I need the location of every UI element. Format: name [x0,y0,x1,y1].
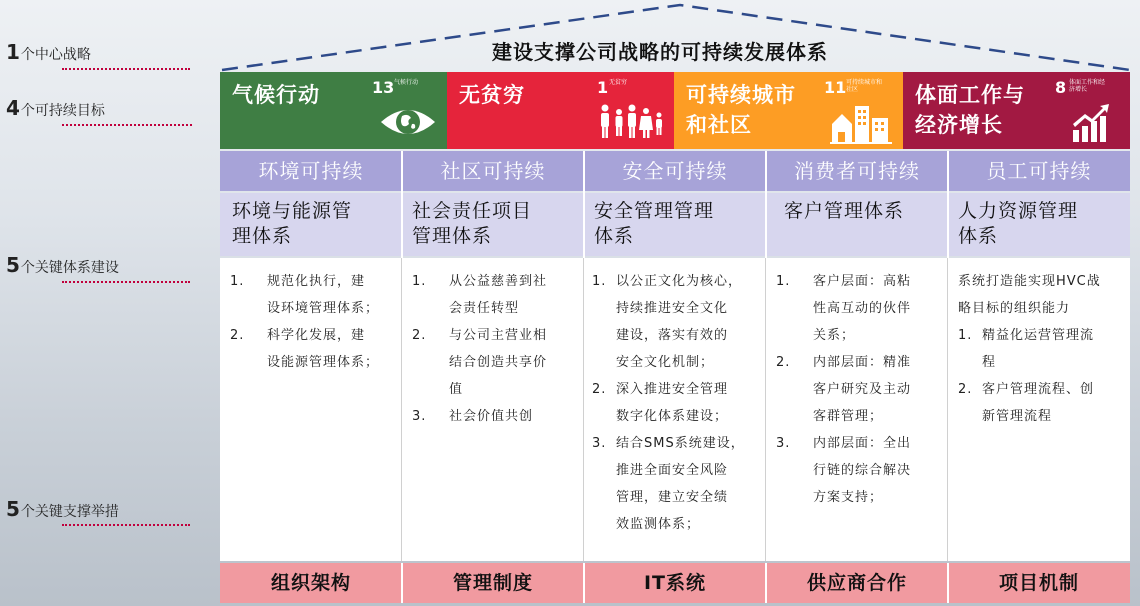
support-it-system: IT系统 [643,572,707,594]
list-item: 1. 规范化执行，建 设环境管理体系； [230,274,380,316]
system-employee: 人力资源管理 体系 [958,200,1079,247]
support-project-mechanism: 项目机制 [998,572,1079,594]
category-community: 社区可持续 [440,159,546,183]
system-row [220,193,1130,256]
list-item: 1. 从公益慈善到社 会责任转型 [412,274,548,316]
left-label-systems: 5个关键体系建设 [6,253,119,277]
list-item: 1. 客户层面：高粘 性高互动的伙伴 关系； [776,274,912,343]
dotted-divider [62,124,192,126]
system-safety: 安全管理管理 体系 [594,200,715,247]
goal-climate-action: 气候行动 13 气候行动 [220,72,447,149]
dotted-divider [62,281,190,283]
list-item: 3. 结合SMS系统建设， 推进全面安全风险 管理，建立安全绩 效监测体系； [592,436,745,532]
system-community: 社会责任项目 管理体系 [412,200,533,247]
content-safety [592,268,768,538]
list-item: 2. 科学化发展，建 设能源管理体系； [230,328,380,370]
roof-title: 建设支撑公司战略的可持续发展体系 [492,40,828,64]
dotted-divider [62,524,190,526]
list-item: 3. 社会价值共创 [412,409,534,424]
category-environment: 环境可持续 [258,159,364,183]
list-item: 2. 与公司主营业相 结合创造共享价 值 [412,328,548,397]
list-item: 2. 客户管理流程、创 新管理流程 [958,382,1095,424]
people-icon [597,102,667,142]
goal-sustainable-cities: 可持续城市 和社区 11 可持续城市和社区 [674,72,903,149]
support-management-system: 管理制度 [452,572,533,594]
category-safety: 安全可持续 [622,159,728,183]
system-consumer: 客户管理体系 [784,200,905,222]
column-divider [765,258,766,561]
content-area [220,258,1130,561]
list-item: 2. 深入推进安全管理 数字化体系建设； [592,382,729,424]
intro-text: 系统打造能实现HVC战 略目标的组织能力 [958,274,1101,316]
support-org-structure: 组织架构 [270,572,351,594]
list-item: 2. 内部层面：精准 客户研究及主动 客群管理； [776,355,912,424]
column-divider [583,563,585,603]
left-label-goals: 4个可持续目标 [6,96,105,120]
content-consumer [776,268,942,511]
category-row [220,151,1130,191]
system-environment: 环境与能源管 理体系 [232,200,353,247]
column-divider [583,258,584,561]
eye-globe-icon [378,104,438,140]
content-community [412,268,578,430]
content-employee [958,268,1126,430]
list-item: 1. 以公正文化为核心， 持续推进安全文化 建设，落实有效的 安全文化机制； [592,274,743,370]
goal-decent-work: 体面工作与 经济增长 8 体面工作和经济增长 [903,72,1130,149]
city-icon [830,100,892,144]
support-supplier-cooperation: 供应商合作 [806,572,907,594]
column-divider [947,563,949,603]
left-label-supports: 5个关键支撑举措 [6,497,119,521]
category-employee: 员工可持续 [986,159,1092,183]
growth-chart-icon [1071,104,1111,144]
support-row [220,563,1130,603]
column-divider [401,563,403,603]
goal-no-poverty: 无贫穷 1 无贫穷 [447,72,674,149]
content-environment [230,268,396,376]
category-consumer: 消费者可持续 [794,159,920,183]
left-label-strategy: 1个中心战略 [6,40,91,64]
column-divider [947,258,948,561]
list-item: 3. 内部层面：全出 行链的综合解决 方案支持； [776,436,912,505]
column-divider [765,563,767,603]
list-item: 1. 精益化运营管理流 程 [958,328,1095,370]
column-divider [401,258,402,561]
